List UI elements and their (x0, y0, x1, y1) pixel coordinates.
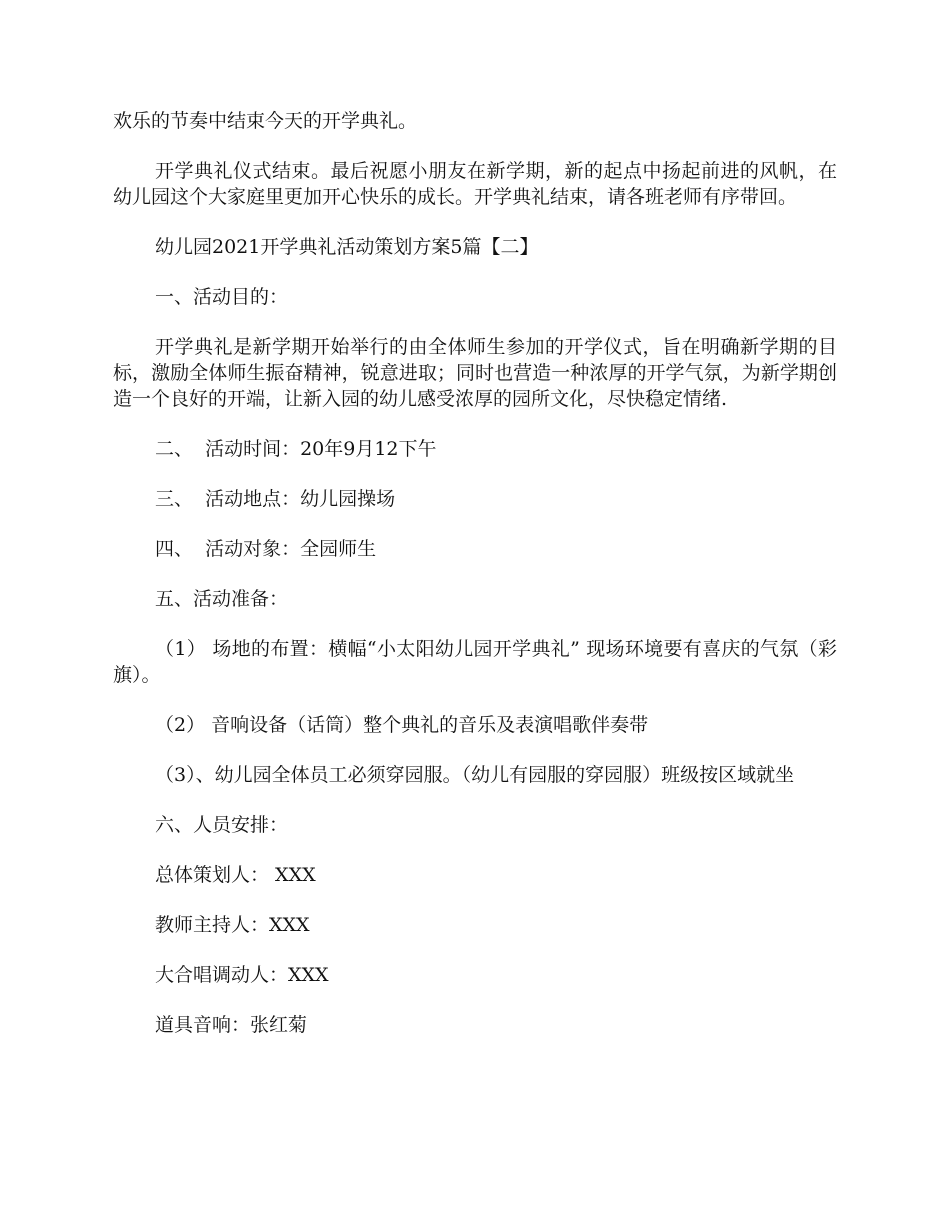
heading-activity-preparation: 五、活动准备： (155, 588, 289, 610)
heading-activity-purpose: 一、活动目的： (155, 286, 289, 308)
document-body (113, 108, 837, 1062)
paragraph-activity-purpose: 开学典礼是新学期开始举行的由全体师生参加的开学仪式，旨在明确新学期的目标，激励全体师生振奋精神，锐意进取；同时也营造一种浓厚的开学气氛，为新学期创造一个良好的开端，让新入园的幼儿感受浓厚的园所文化，尽快稳定情绪. (113, 336, 837, 410)
item-staff-uniform: （3）、幼儿园全体员工必须穿园服。（幼儿有园服的穿园服）班级按区域就坐 (155, 764, 795, 786)
item-props-audio: 道具音响：张红菊 (155, 1014, 308, 1036)
heading-staff-arrangement: 六、人员安排： (155, 814, 289, 836)
item-chorus-coordinator: 大合唱调动人：XXX (155, 964, 329, 986)
item-activity-time: 二、 活动时间：20年9月12下午 (155, 438, 437, 460)
section-heading-plan-two: 幼儿园2021开学典礼活动策划方案5篇【二】 (155, 236, 539, 258)
item-venue-setup: （1） 场地的布置：横幅“小太阳幼儿园开学典礼” 现场环境要有喜庆的气氛（彩旗）。 (113, 638, 837, 686)
item-teacher-host: 教师主持人：XXX (155, 914, 310, 936)
paragraph-ceremony-end: 开学典礼仪式结束。最后祝愿小朋友在新学期，新的起点中扬起前进的风帆，在幼儿园这个大家庭里更加开心快乐的成长。开学典礼结束，请各班老师有序带回。 (113, 160, 837, 208)
item-activity-location: 三、 活动地点：幼儿园操场 (155, 488, 396, 510)
item-audio-equipment: （2） 音响设备（话筒）整个典礼的音乐及表演唱歌伴奏带 (155, 714, 649, 736)
item-chief-planner: 总体策划人： XXX (155, 864, 316, 886)
paragraph-closing-line: 欢乐的节奏中结束今天的开学典礼。 (113, 110, 418, 132)
item-activity-audience: 四、 活动对象：全园师生 (155, 538, 377, 560)
